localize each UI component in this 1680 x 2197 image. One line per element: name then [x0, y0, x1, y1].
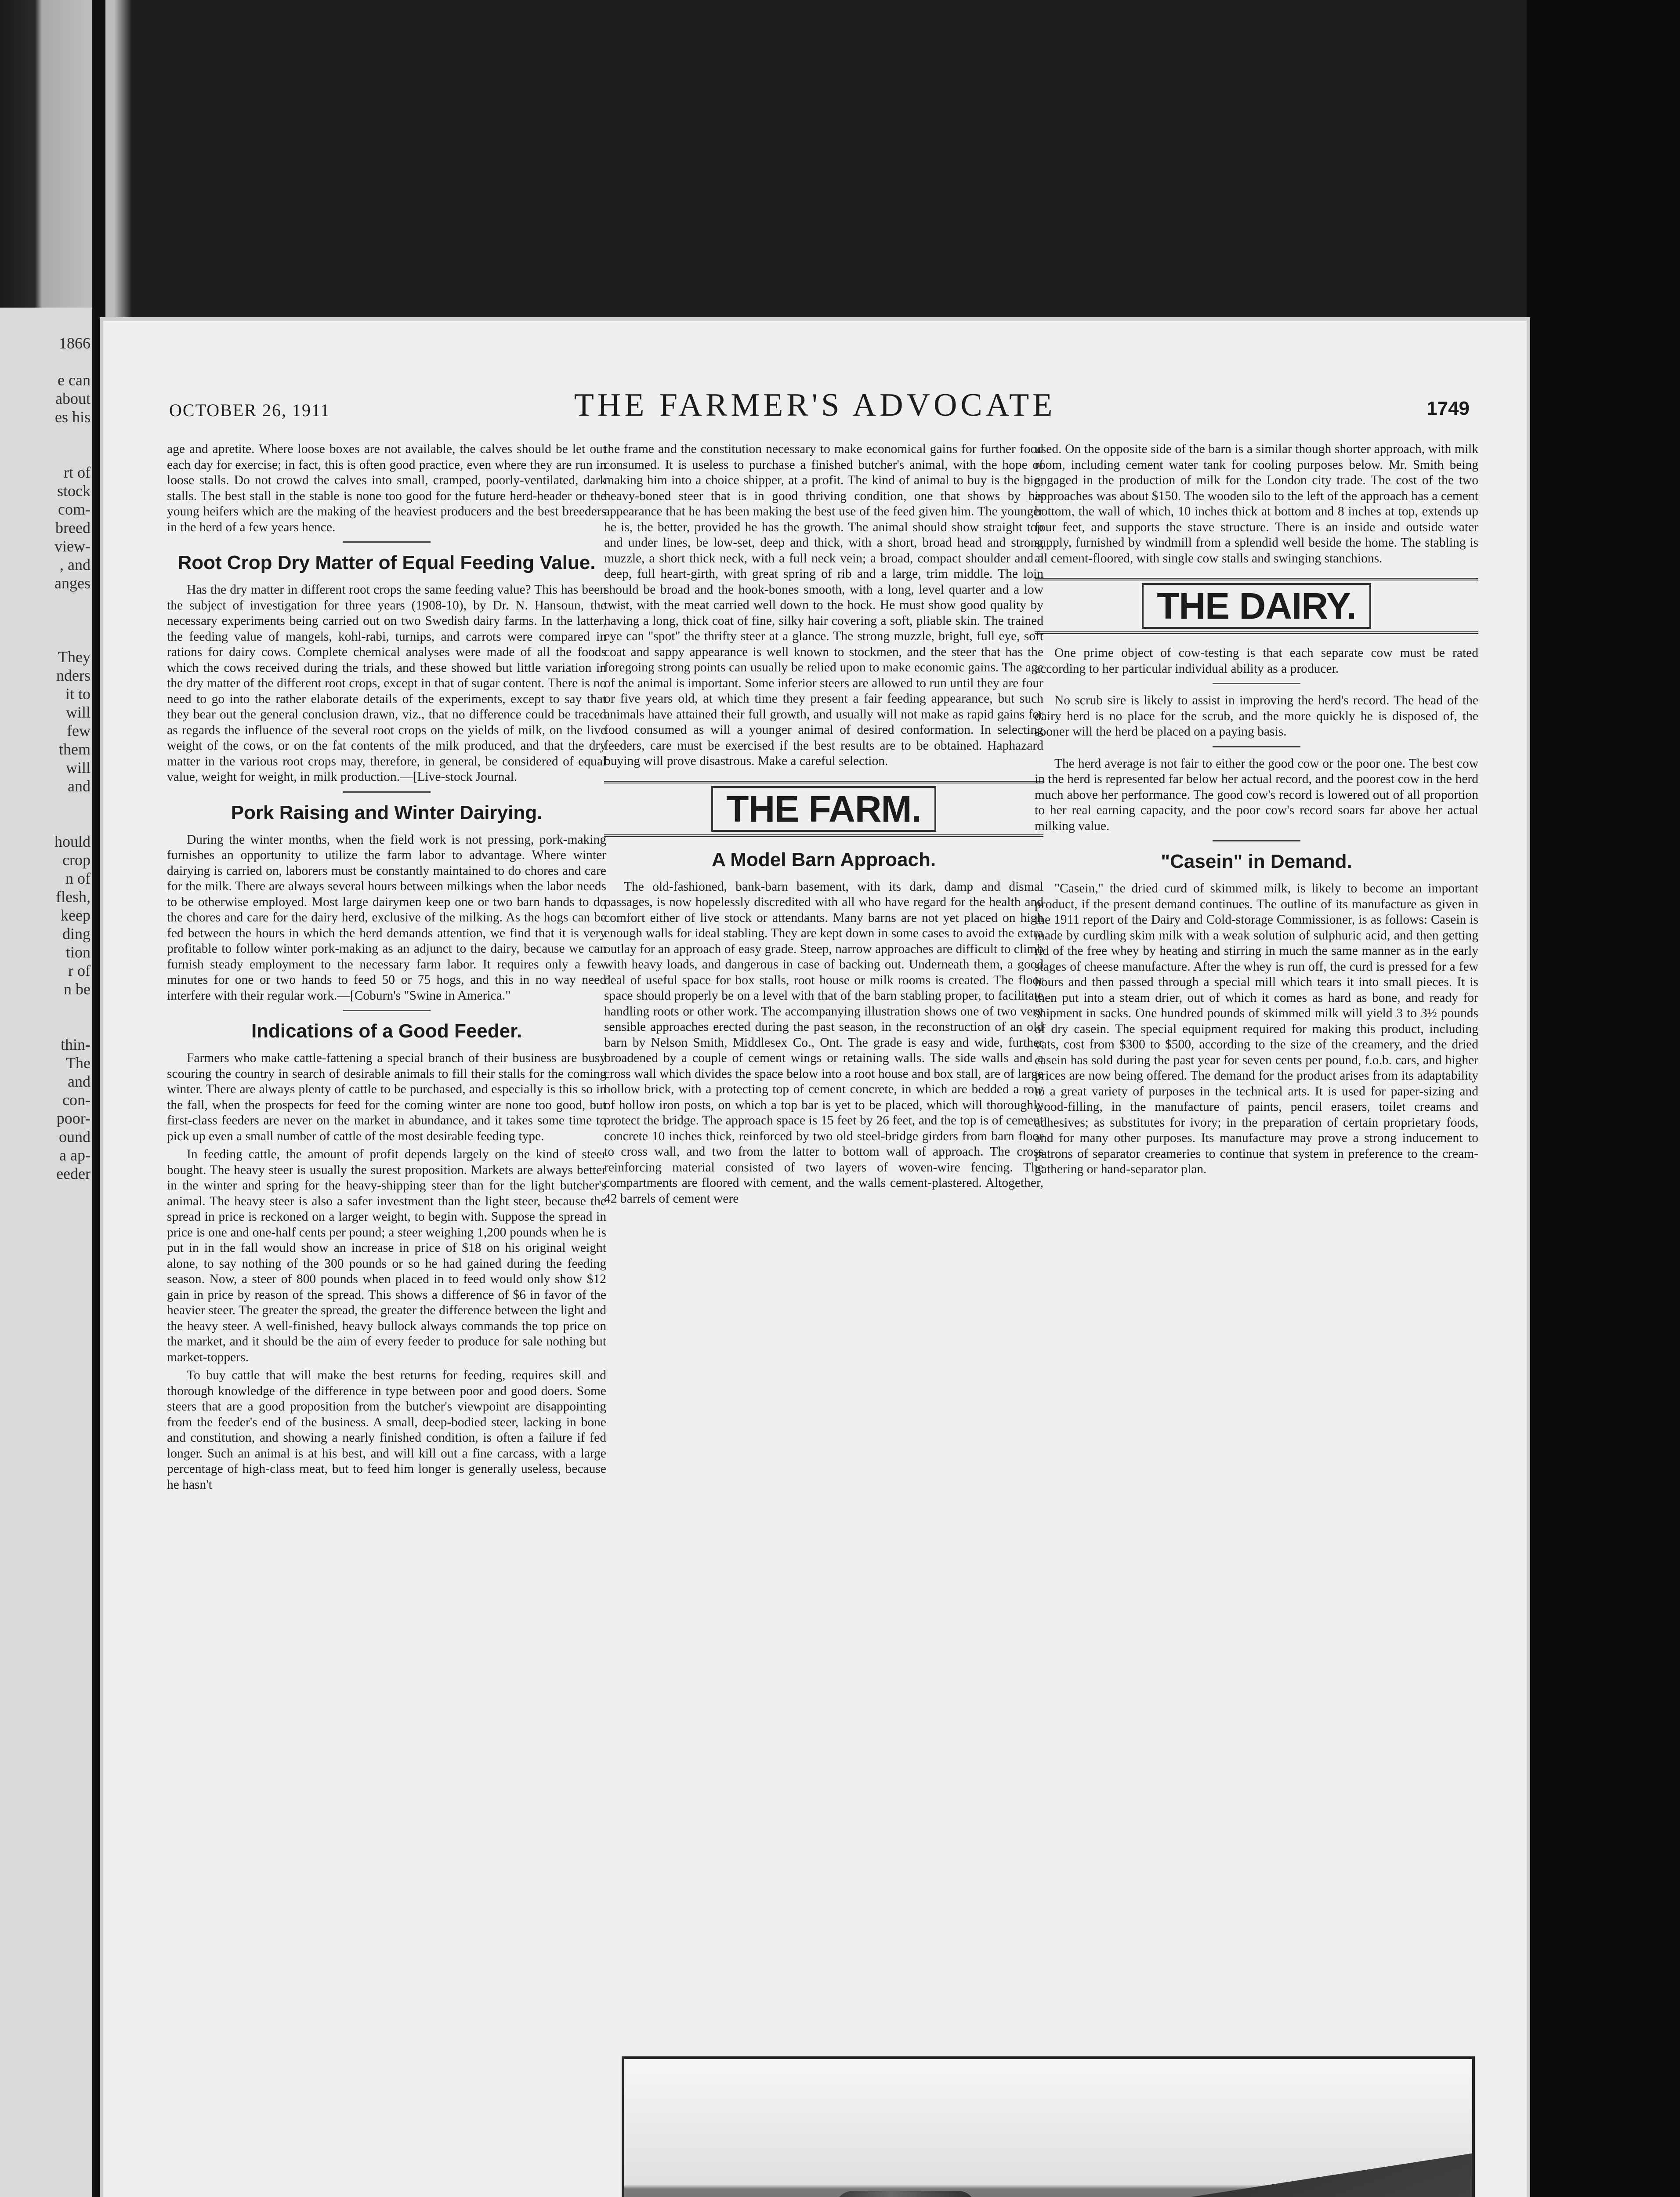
divider — [1213, 746, 1300, 747]
page-number: 1749 — [1427, 398, 1470, 419]
article-paragraph: Has the dry matter in different root crops the same feeding value? This has been the subject of investigation for three years (1908-10), by Dr. N. Hansoun, the necessary experiments being carried out on two Swedish dairy farms. In the latter, the feeding value of mangels, kohl-rabi, turnips, and carrots were compared in rations for dairy cows. Complete chemical analyses were made of all the foods which the cows received during the trials, and these showed but little variation in the dry matter of the different root crops, except in that of sugar content. There is no need to go into the rather elaborate details of the experiments, except to say that they bear out the general conclusion drawn, viz., that no difference could be traced as regards the influence of the several root crops on the yields of milk, on the live weight of the cows, or on the fat contents of the milk produced, and that the dry matter in the various root crops may, therefore, in general, be considered of equal value, weight for weight, in milk production.—[Live-stock Journal. — [167, 583, 606, 784]
article-paragraph: During the winter months, when the field work is not pressing, pork-making furnishes an opportunity to utilize the farm labor to advantage. Where winter dairying is carried on, laborers must be constantly maintained to do chores and care for the milk. There are always several hours between milkings when the labor needs to be otherwise employed. Most large dairymen keep one or two barn hands to do the chores and care for the dairy herd, exclusive of the milking. As the hogs can be fed between the hours in which the herd demands attention, we find that it is very profitable to follow winter pork-making as an adjunct to the dairy, because we can furnish steady employment to the necessary farm labor. It requires only a few minutes for one or two hands to feed 50 or 75 hogs, and this in no way need interfere with their regular work.—[Coburn's "Swine in America." — [167, 832, 606, 1003]
divider — [1213, 683, 1300, 684]
article-paragraph: To buy cattle that will make the best returns for feeding, requires skill and thorough knowledge of the difference in type between poor and good doers. Some steers that are a good proposition from the butcher's viewpoint are disappointing from the feeder's end of the business. A small, deep-bodied steer, lacking in bone and constitution, and showing a nearly finished condition, is often a failure if fed longer. Such an animal is at his best, and will kill out a fine carcass, with a large percentage of high-class meat, but to feed him longer is generally useless, because he hasn't — [167, 1368, 606, 1492]
continued-paragraph: used. On the opposite side of the barn is a similar though shorter approach, with milk room, including cement water tank for cooling purposes below. Mr. Smith being engaged in the production of milk for the London city trade. The cost of the two approaches was about $150. The wooden silo to the left of the approach has a cement bottom, the wall of which, 10 inches thick at bottom and 8 inches at top, extends up four feet, and supports the stave structure. There is an inside and outside water supply, furnished by windmill from a splendid well beside the home. The stabling is all cement-floored, with single cow stalls and swinging stanchions. — [1035, 442, 1478, 566]
article-paragraph: The old-fashioned, bank-barn basement, with its dark, damp and dismal passages, is now hopelessly discredited with all who have regard for the health and comfort either of live stock or attendants. Many barns are not yet placed on high enough walls for ideal stabling. They are kept down in some cases to avoid the extra outlay for an approach of easy grade. Steep, narrow approaches are difficult to climb with heavy loads, and dangerous in case of backing out. Underneath them, a good deal of useful space for box stalls, root house or milk rooms is created. The floor space should properly be on a level with that of the barn stabling proper, to facilitate handling roots or other work. The accompanying illustration shows one of two very sensible approaches erected during the past season, in the reconstruction of an old barn by Nelson Smith, Middlesex Co., Ont. The grade is easy and wide, further broadened by a couple of cement wings or retaining walls. The side walls and a cross wall which divides the space below into a root house and box stall, are of large hollow brick, with a protecting top of cement concrete, in which are bedded a row of hollow iron posts, on which a top bar is yet to be placed, which will thoroughly protect the bridge. The approach space is 15 feet by 26 feet, and the top is of cement concrete 10 inches thick, reinforced by two old steel-bridge girders from barn floor to cross wall, and two from the latter to bottom wall of approach. The cross reinforcing material consisted of two layers of woven-wire fencing. The compartments are floored with cement, and the walls cement-plastered. Altogether, 42 barrels of cement were — [604, 879, 1043, 1206]
article-paragraph: "Casein," the dried curd of skimmed milk, is likely to become an important product, if the present demand continues. The outline of its manufacture as given in the 1911 report of the Dairy and Cold-storage Commissioner, is as follows: Casein is made by curdling skim milk with a weak solution of sulphuric acid, and then getting rid of the free whey by heating and stirring in much the same manner as in the early stages of cheese manufacture. After the whey is run off, the curd is pressed for a few hours and then passed through a special mill which tears it into small pieces. It is then put into a steam drier, out of which it comes as hard as bone, and ready for shipment in sacks. One hundred pounds of skimmed milk will yield 3 to 3½ pounds of dry casein. The special equipment required for making this product, including vats, cost from $300 to $500, according to the size of the creamery, and the dried casein has sold during the past year for seven cents per pound, f.o.b. cars, and higher prices are now being offered. The demand for the product arises from its adaptability to a great variety of purposes in the technical arts. It is used for paper-sizing and wood-filling, in the manufacture of paints, pencil erasers, toilet creams and adhesives; as substitutes for ivory; in the preparation of certain proprietary foods, and for many other purposes. Its manufacture may prove a strong inducement to patrons of separator creameries to continue that system in preference to the cream-gathering or hand-separator plan. — [1035, 881, 1478, 1176]
section-title: THE DAIRY. — [1142, 583, 1371, 629]
article-paragraph: One prime object of cow-testing is that each separate cow must be rated according to her particular individual ability as a producer. — [1035, 646, 1478, 676]
divider — [343, 791, 431, 793]
divider — [343, 1010, 431, 1011]
article-paragraph: In feeding cattle, the amount of profit depends largely on the kind of steer bought. The heavy steer is usually the surest proposition. Markets are always better in the winter and spring for the heavy-shipping steer than for the light butcher's animal. The heavy steer is also a safer investment than the light steer, because the spread in price is reckoned on a larger weight, to begin with. Suppose the spread in price is one and one-half cents per pound; a steer weighing 1,200 pounds when he is put in in the fall would show an increase in price of $18 on his original weight alone, to say nothing of the 300 pounds or so he had gained during the feeding season. Now, a steer of 800 pounds when placed in to feed would only show $12 gain in price by reason of the spread. This shows a difference of $6 in favor of the heavier steer. The greater the spread, the greater the difference between the light and the heavy steer. A well-finished, heavy bullock always commands the top price on the market, and it should be the aim of every feeder to produce for sale nothing but market-toppers. — [167, 1147, 606, 1364]
newspaper-page — [103, 321, 1527, 2197]
headline-casein: "Casein" in Demand. — [1161, 851, 1352, 872]
headline-root-crop: Root Crop Dry Matter of Equal Feeding Value. — [177, 552, 596, 573]
headline-barn-approach: A Model Barn Approach. — [711, 848, 936, 870]
masthead — [103, 387, 1527, 431]
headline-pork-raising: Pork Raising and Winter Dairying. — [231, 801, 543, 823]
column-1 — [167, 442, 606, 1495]
continued-paragraph: age and apretite. Where loose boxes are not available, the calves should be let out each day for exercise; in fact, this is often good practice, even where they are run in loose stalls. Do not crowd the calves into small, cramped, poorly-ventilated, dark stalls. The best stall in the stable is none too good for the future herd-header or the young heifers which are the making of the heaviest producers and the best breeders in the herd of a few years hence. — [167, 442, 606, 534]
divider — [1213, 840, 1300, 841]
previous-page-edge — [0, 308, 92, 2197]
scan-right-margin — [1527, 0, 1680, 2197]
continued-paragraph: the frame and the constitution necessary to make economical gains for further food consumed. It is useless to purchase a finished butcher's animal, with the hope of making him into a choice shipper, at a profit. The kind of animal to buy is the big, heavy-boned steer that is in good thriving condition, one that shows by his appearance that he has been making the best use of the feed given him. The younger he is, the better, provided he has the growth. The animal should show straight top and under lines, be low-set, deep and thick, with a short, broad head and strong muzzle, a short thick neck, with a full neck vein; a broad, compact shoulder and a deep, full heart-girth, with great spring of rib and a large, trim middle. The loin should be broad and the hook-bones smooth, with a long, level quarter and a low twist, with the meat carried well down to the hock. He must show good quality by having a long, thick coat of fine, silky hair covering a soft, pliable skin. The trained eye can "spot" the thrifty steer at a glance. The strong muzzle, bright, full eye, soft coat and sappy appearance is well known to stockmen, and the steer that has the foregoing strong points can usually be relied upon to make economic gains. The age of the animal is important. Some inferior steers are allowed to run until they are four or five years old, at which time they present a fair feeding appearance, but such animals have attained their full growth, and usually will not make as rapid gains for food consumed as will a younger animal of desired conformation. In selecting feeders, care must be exercised if the best results are to be obtained. Haphazard buying will prove disastrous. Make a careful selection. — [604, 442, 1043, 768]
section-banner-dairy — [1035, 578, 1478, 634]
barn — [958, 2151, 1475, 2197]
publication-title: THE FARMER'S ADVOCATE — [574, 387, 1056, 423]
article-paragraph: The herd average is not fair to either the good cow or the poor one. The best cow in the herd is represented far below her actual record, and the poorest cow in the herd much above her performance. The good cow's record is lowered out of all proportion to her real earning capacity, and the poor cow's record soars far above her actual milking value. — [1035, 756, 1478, 833]
column-2 — [604, 442, 1043, 1209]
headline-good-feeder: Indications of a Good Feeder. — [251, 1020, 522, 1042]
article-paragraph: No scrub sire is likely to assist in improving the herd's record. The head of the dairy herd is no place for the scrub, and the more quickly he is disposed of, the sooner will the herd be placed on a paying basis. — [1035, 693, 1478, 739]
divider — [343, 541, 431, 543]
column-3 — [1035, 442, 1478, 1180]
section-title: THE FARM. — [711, 786, 936, 832]
article-paragraph: Farmers who make cattle-fattening a special branch of their business are busy scouring the country in search of desirable animals to fill their stalls for the coming winter. There are always plenty of cattle to be purchased, and especially is this so in the fall, when the prospects for feed for the coming winter are none too good, but first-class feeders are never on the market in abundance, and it takes some time to pick up even a small number of cattle of the most desirable feeding type. — [167, 1051, 606, 1143]
issue-date: OCTOBER 26, 1911 — [169, 400, 330, 420]
barn-photograph — [622, 2056, 1475, 2197]
section-banner-farm — [604, 781, 1043, 837]
previous-page-text: 1866 e can about es his rt of stock com- breed view- , and anges They nders it to will few them will and hould crop n of flesh, keep ding tion r of n be thin- The and con- poor- ound a ap- eeder — [54, 334, 91, 1182]
silo — [835, 2191, 976, 2197]
